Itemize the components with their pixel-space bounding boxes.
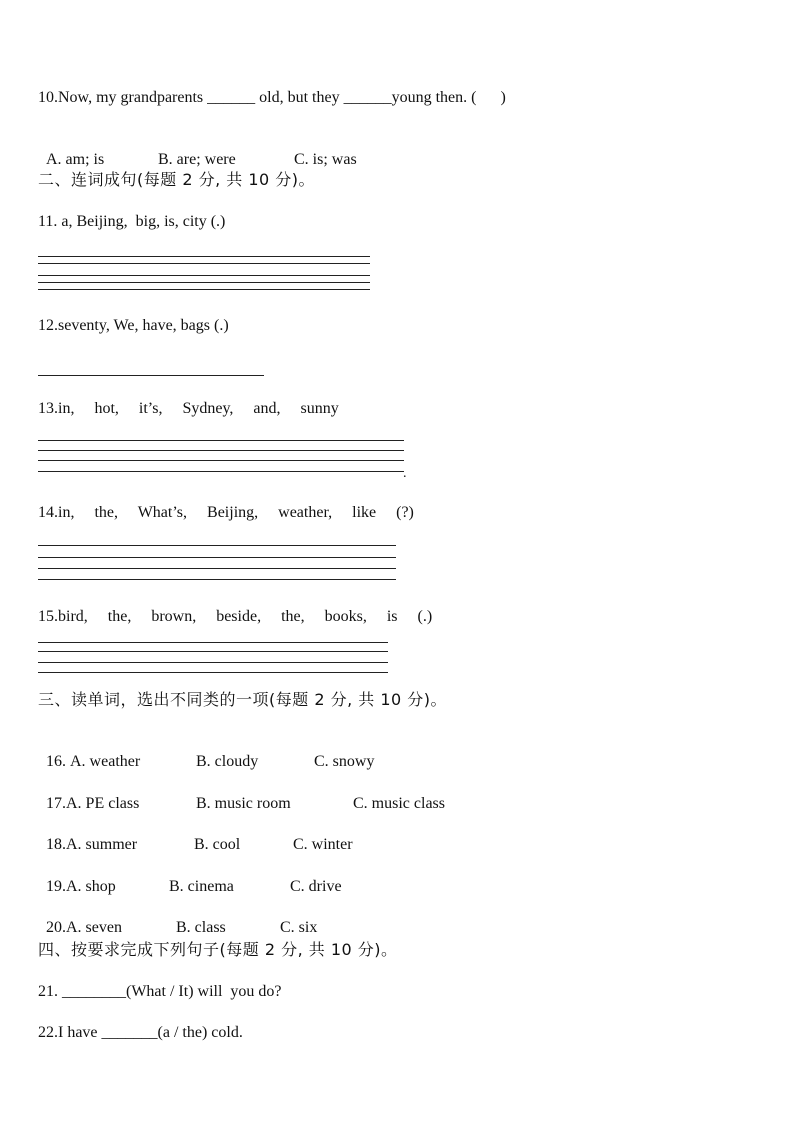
option-c: C. is; was	[294, 151, 357, 168]
section-4-heading: 四、按要求完成下列句子(每题 2 分, 共 10 分)。	[38, 940, 398, 959]
question-15: 15.bird, the, brown, beside, the, books, is (.)	[38, 608, 433, 625]
option-c: C. winter	[293, 836, 353, 853]
question-20	[38, 898, 317, 938]
answer-line	[38, 275, 370, 276]
question-12: 12.seventy, We, have, bags (.)	[38, 317, 229, 334]
question-16	[38, 732, 374, 772]
question-number: 20.	[46, 919, 66, 936]
question-number: 17.	[46, 795, 66, 812]
option-a: A. seven	[66, 919, 122, 936]
option-b: B. are; were	[158, 151, 236, 168]
answer-line	[38, 263, 370, 264]
answer-line	[38, 579, 396, 580]
question-22: 22.I have _______(a / the) cold.	[38, 1024, 243, 1041]
answer-line	[38, 672, 388, 673]
option-c: C. snowy	[314, 753, 375, 770]
answer-line[interactable]	[38, 545, 396, 546]
answer-line[interactable]	[38, 256, 370, 257]
answer-line	[38, 282, 370, 283]
question-number: 18.	[46, 836, 66, 853]
question-number: 16.	[46, 753, 66, 770]
option-c: C. six	[280, 919, 318, 936]
question-number: 19.	[46, 878, 66, 895]
option-b: B. cool	[194, 836, 241, 853]
answer-line	[38, 651, 388, 652]
question-13: 13.in, hot, it’s, Sydney, and, sunny	[38, 400, 339, 417]
option-a: A. PE class	[66, 795, 140, 812]
answer-line	[38, 471, 404, 472]
answer-line[interactable]	[38, 440, 404, 441]
option-a: A. shop	[66, 878, 116, 895]
option-c: C. music class	[353, 795, 445, 812]
answer-line[interactable]	[38, 642, 388, 643]
option-a: A. summer	[66, 836, 138, 853]
question-19	[38, 857, 342, 897]
section-2-heading: 二、连词成句(每题 2 分, 共 10 分)。	[38, 170, 316, 189]
question-21: 21. ________(What / It) will you do?	[38, 983, 282, 1000]
option-b: B. cloudy	[196, 753, 259, 770]
question-17	[38, 774, 445, 814]
option-b: B. music room	[196, 795, 291, 812]
option-b: B. cinema	[169, 878, 234, 895]
answer-line	[38, 289, 370, 290]
option-a: A. weather	[70, 753, 141, 770]
question-10-stem: 10.Now, my grandparents ______ old, but they ______young then. ( )	[38, 89, 506, 106]
section-3-heading: 三、读单词，选出不同类的一项(每题 2 分, 共 10 分)。	[38, 690, 448, 709]
option-a: A. am; is	[46, 151, 105, 168]
answer-line	[38, 662, 388, 663]
question-18	[38, 815, 353, 855]
answer-line	[38, 450, 404, 451]
answer-line	[38, 568, 396, 569]
question-10-options	[38, 130, 357, 170]
option-c: C. drive	[290, 878, 342, 895]
option-b: B. class	[176, 919, 226, 936]
answer-line	[38, 557, 396, 558]
answer-line	[38, 460, 404, 461]
question-11: 11. a, Beijing, big, is, city (.)	[38, 213, 226, 230]
answer-line[interactable]	[38, 375, 264, 376]
question-14: 14.in, the, What’s, Beijing, weather, like (?)	[38, 504, 414, 521]
trailing-period: .	[403, 466, 407, 481]
